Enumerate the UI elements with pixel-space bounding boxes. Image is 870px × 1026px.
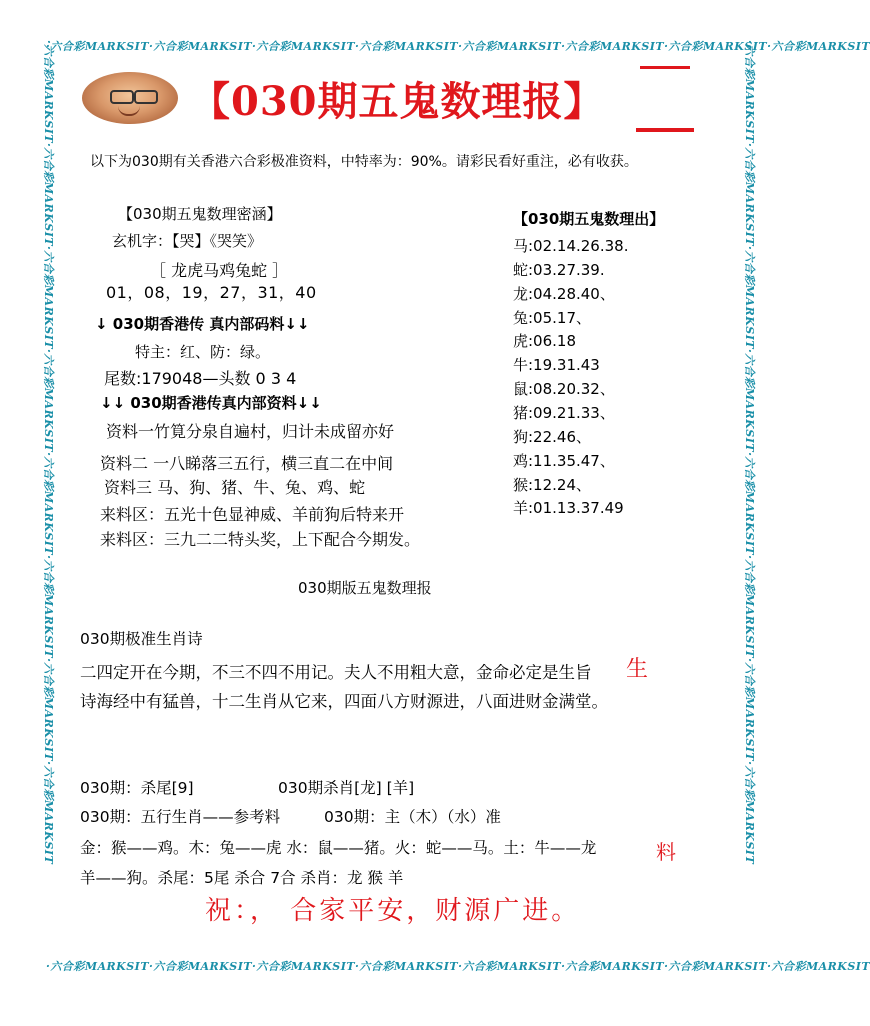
insider-code-heading: ↓ 030期香港传 真内部码料↓↓ [95,315,310,333]
numbers-line: 01，08，19，27，31，40 [106,283,317,302]
special-text: 特主：红、防：绿。 [135,343,271,361]
watermark-border-top: ·六合彩MARKSIT·六合彩MARKSIT·六合彩MARKSIT·六合彩MARKSIT·六合彩MARKSIT·六合彩MARKSIT·六合彩MARKSIT·六合彩MARKSIT [46,40,870,53]
riddle-text: 玄机字：【哭】《哭笑》 [112,232,263,250]
poem-line-2: 诗海经中有猛兽，十二生肖从它来，四面八方财源进，八面进财金满堂。 [80,692,608,711]
info-line-3: 资料三 马、狗、猪、牛、兔、鸡、蛇 [104,478,366,497]
source-line-2: 来料区：三九二二特头奖，上下配合今期发。 [100,530,421,549]
red-stamp-char: 生 [626,657,649,682]
section-title: 030期版五鬼数理报 [298,579,432,597]
zodiac-line-dragon: 龙:04.28.40、 [513,285,615,303]
page-title: 【030期五鬼数理报】 [190,78,605,125]
zodiac-line-rooster: 鸡:11.35.47、 [513,452,615,470]
intro-text: 以下为030期有关香港六合彩极准资料，中特率为：90%。请彩民看好重注，必有收获。 [90,154,638,170]
five-elements-left: 030期：五行生肖——参考料 [80,808,281,826]
info-line-2: 资料二 一八睇落三五行，横三直二在中间 [100,454,394,473]
red-stroke-decoration [636,128,694,132]
poem-line-1: 二四定开在今期，不三不四不用记。夫人不用粗大意，金命必定是生旨 [80,663,592,682]
red-stroke-decoration [640,66,690,69]
info-line-1: 资料一竹筧分泉自遍村，归计未成留亦好 [106,422,395,441]
watermark-border-right: ·六合彩MARKSIT·六合彩MARKSIT·六合彩MARKSIT·六合彩MARKSIT·六合彩MARKSIT·六合彩MARKSIT·六合彩MARKSIT·六合彩MARKSIT [743,40,756,865]
elements-line-2: 羊——狗。杀尾：5尾 杀合 7合 杀肖：龙 猴 羊 [80,869,404,887]
watermark-border-left: ·六合彩MARKSIT·六合彩MARKSIT·六合彩MARKSIT·六合彩MARKSIT·六合彩MARKSIT·六合彩MARKSIT·六合彩MARKSIT·六合彩MARKSIT [42,40,55,865]
zodiac-line-rat: 鼠:08.20.32、 [513,380,615,398]
portrait-image [82,72,178,124]
elements-line-1: 金：猴——鸡。木：兔——虎 水：鼠——猪。火：蛇——马。土：牛——龙 [80,839,597,857]
source-line-1: 来料区：五光十色显神威、羊前狗后特来开 [100,505,405,524]
zodiac-line-ox: 牛:19.31.43 [513,356,600,374]
poem-heading: 030期极准生肖诗 [80,630,203,648]
watermark-border-bottom: ·六合彩MARKSIT·六合彩MARKSIT·六合彩MARKSIT·六合彩MARKSIT·六合彩MARKSIT·六合彩MARKSIT·六合彩MARKSIT·六合彩MARKSIT [46,960,870,973]
red-stamp-char: 料 [656,840,676,864]
zodiac-line-goat: 羊:01.13.37.49 [513,499,624,517]
zodiac-line-horse: 马:02.14.26.38. [513,237,629,255]
secret-heading: 【030期五鬼数理密涵】 [118,205,282,223]
zodiac-line-tiger: 虎:06.18 [513,332,576,350]
insider-info-heading: ↓↓ 030期香港传真内部资料↓↓ [100,394,322,412]
zodiac-line-snake: 蛇:03.27.39. [513,261,605,279]
zodiac-set: ［ 龙虎马鸡兔蛇 ］ [150,261,289,280]
zodiac-line-pig: 猪:09.21.33、 [513,404,615,422]
zodiac-line-dog: 狗:22.46、 [513,428,591,446]
tail-numbers: 尾数:179048—头数 0 3 4 [104,369,297,388]
closing-blessing: 祝：， 合家平安，财源广进。 [205,896,581,926]
zodiac-line-monkey: 猴:12.24、 [513,476,591,494]
zodiac-line-rabbit: 兔:05.17、 [513,309,591,327]
zodiac-numbers-heading: 【030期五鬼数理出】 [513,210,665,228]
kill-tail: 030期：杀尾[9] [80,779,194,797]
kill-zodiac: 030期杀肖[龙] [羊] [278,779,415,797]
five-elements-right: 030期：主（木）（水）准 [324,808,501,826]
